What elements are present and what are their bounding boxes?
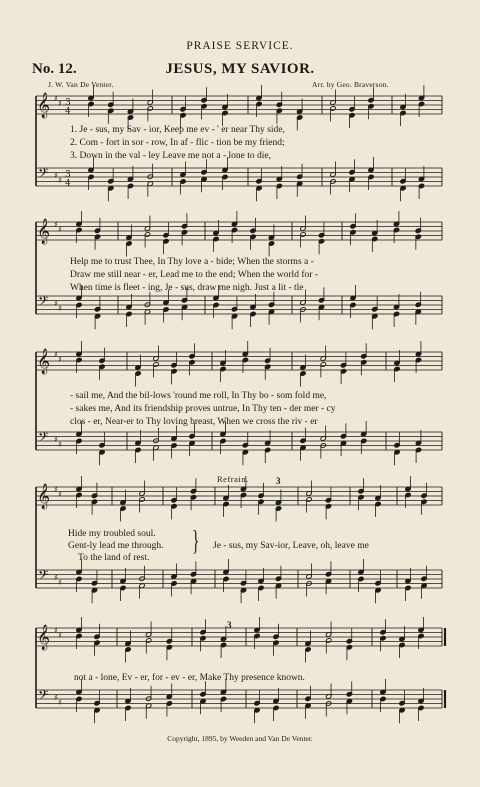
sharp-icon: ♯ (58, 355, 62, 364)
sharp-icon: ♯ (54, 573, 58, 582)
lyric-line-s1-v1: 1. Je - sus, my Sav - ior, Keep me ev - ' er near Thy side, (70, 125, 285, 135)
hymn-title: JESUS, MY SAVIOR. (165, 61, 315, 77)
sharp-icon: ♯ (58, 631, 62, 640)
lyric-line-s4-v1: Hide my troubled soul. (68, 529, 156, 539)
sharp-icon: ♯ (58, 176, 62, 185)
sharp-icon: ♯ (58, 578, 62, 587)
time-signature: 3 (65, 98, 71, 108)
sharp-icon: ♯ (54, 485, 58, 494)
treble-clef-icon: 𝄞 (37, 625, 51, 650)
sharp-icon: ♯ (58, 698, 62, 707)
lyric-line-s5: not a - lone, Ev - er, for - ev - er, Make Thy presence known. (74, 673, 305, 683)
lyric-line-s3-v3: clos - er, Near-er to Thy loving breast, When we cross the riv - er (70, 417, 318, 427)
hymn-number: No. 12. (32, 61, 77, 77)
treble-clef-icon: 𝄞 (37, 349, 51, 374)
triplet-mark-2: 3 (227, 620, 232, 630)
bass-clef-icon: 𝄢 (38, 687, 49, 706)
time-signature: 4 (65, 179, 71, 189)
sharp-icon: ♯ (58, 304, 62, 313)
bass-clef-icon: 𝄢 (38, 429, 49, 448)
time-signature: 3 (65, 170, 71, 180)
sharp-icon: ♯ (54, 626, 58, 635)
sharp-icon: ♯ (54, 435, 58, 444)
lyric-line-s3-v1: - sail me, And the bil-lows 'round me roll, In Thy bo - som fold me, (70, 391, 327, 401)
lyric-line-s4-refrain: Je - sus, my Sav-ior, Leave, oh, leave me (213, 541, 369, 551)
section-header: PRAISE SERVICE. (186, 40, 294, 52)
lyric-line-s4-v2: Gent-ly lead me through. (68, 541, 164, 551)
lyric-line-s2-v2: Draw me still near - er, Lead me to the end; When the world for - (70, 270, 318, 280)
sharp-icon: ♯ (54, 350, 58, 359)
triplet-mark-1: 3 (276, 476, 281, 486)
bass-clef-icon: 𝄢 (38, 165, 49, 184)
sharp-icon: ♯ (58, 440, 62, 449)
bass-clef-icon: 𝄢 (38, 567, 49, 586)
sharp-icon: ♯ (54, 171, 58, 180)
sharp-icon: ♯ (58, 490, 62, 499)
lyric-line-s1-v3: 3. Down in the val - ley Leave me not a - lone to die, (70, 151, 272, 161)
bass-clef-icon: 𝄢 (38, 293, 49, 312)
sharp-icon: ♯ (54, 299, 58, 308)
lyric-line-s4-v3: To the land of rest. (78, 553, 150, 563)
time-signature: 4 (65, 107, 71, 117)
lyric-line-s2-v3: When time is fleet - ing, Je - sus, draw me nigh. Just a lit - tle (70, 283, 304, 293)
verse-brace: } (192, 526, 200, 557)
arranger-credit: Arr. by Geo. Braverson. (312, 80, 389, 89)
sharp-icon: ♯ (54, 94, 58, 103)
author-credit: J. W. Van De Venter. (48, 80, 114, 89)
lyric-line-s1-v2: 2. Com - fort in sor - row, In af - flic - tion be my friend; (70, 138, 285, 148)
treble-clef-icon: 𝄞 (37, 484, 51, 509)
refrain-label: Refrain. (217, 474, 249, 484)
sharp-icon: ♯ (54, 220, 58, 229)
sharp-icon: ♯ (58, 225, 62, 234)
lyric-line-s2-v1: Help me to trust Thee, In Thy love a - bide; When the storms a - (70, 257, 314, 267)
sharp-icon: ♯ (58, 99, 62, 108)
lyric-line-s3-v2: - sakes me, And its friendship proves untrue, In Thy ten - der mer - cy (70, 404, 336, 414)
treble-clef-icon: 𝄞 (37, 219, 51, 244)
treble-clef-icon: 𝄞 (37, 93, 51, 118)
copyright-notice: Copyright, 1895, by Weeden and Van De Venter. (167, 734, 313, 743)
sharp-icon: ♯ (54, 693, 58, 702)
